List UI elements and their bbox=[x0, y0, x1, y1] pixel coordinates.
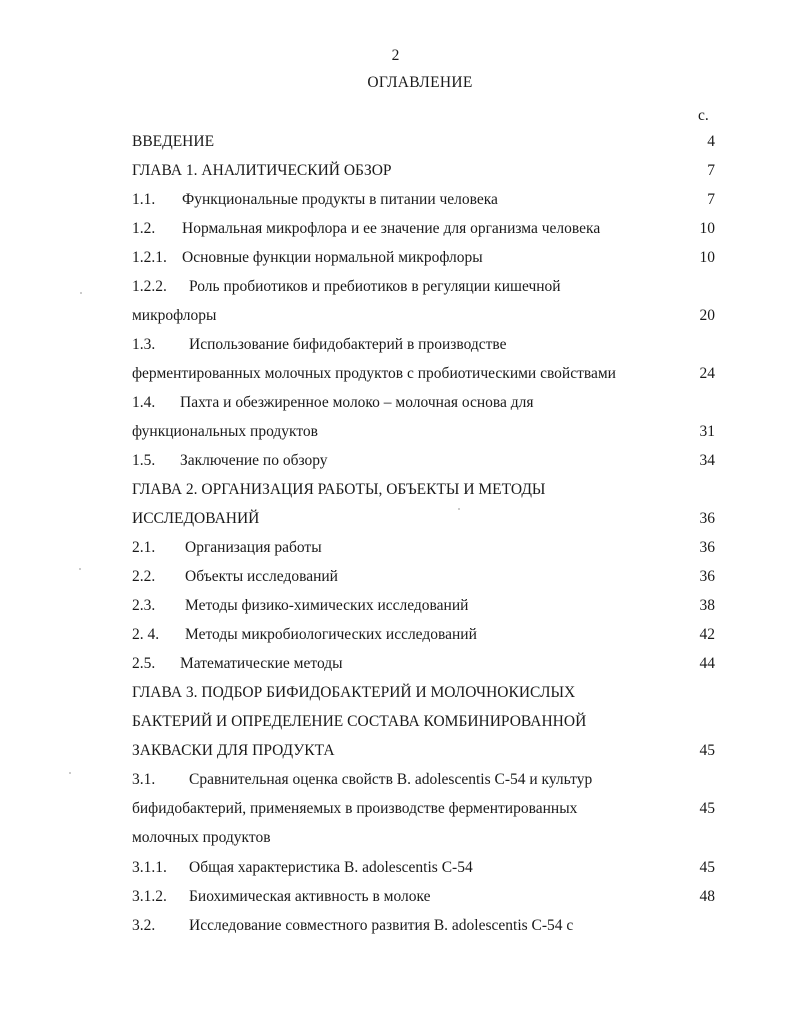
toc-entry-text: ВВЕДЕНИЕ bbox=[132, 133, 215, 150]
toc-entry bbox=[132, 568, 338, 586]
toc-entry-number: 1.1. bbox=[132, 191, 156, 208]
toc-entry-text: Математические методы bbox=[180, 655, 343, 672]
toc-entry bbox=[132, 800, 577, 818]
toc-entry-page: 45 bbox=[699, 800, 715, 817]
toc-entry bbox=[132, 888, 431, 906]
toc-entry-number: 3.1. bbox=[132, 771, 156, 788]
toc-entry bbox=[132, 220, 600, 238]
toc-entry-page: 34 bbox=[699, 452, 715, 469]
toc-entry-number: 3.2. bbox=[132, 917, 156, 934]
toc-entry bbox=[132, 684, 575, 702]
toc-entry-number: 1.5. bbox=[132, 452, 156, 469]
scan-speck bbox=[458, 508, 460, 510]
toc-entry bbox=[132, 626, 477, 644]
toc-entry-text: Пахта и обезжиренное молоко – молочная основа для bbox=[180, 394, 534, 411]
toc-entry-page: 24 bbox=[699, 365, 715, 382]
toc-entry bbox=[132, 423, 318, 441]
toc-entry bbox=[132, 336, 507, 354]
toc-entry-number: 2. 4. bbox=[132, 626, 160, 643]
toc-entry bbox=[132, 597, 468, 615]
toc-entry bbox=[132, 133, 214, 151]
toc-entry bbox=[132, 278, 561, 296]
toc-entry-text: Исследование совместного развития B. adolescentis С-54 с bbox=[189, 917, 574, 934]
toc-entry bbox=[132, 510, 259, 528]
toc-entry bbox=[132, 191, 498, 209]
toc-entry-text: Функциональные продукты в питании человека bbox=[182, 191, 498, 208]
toc-entry-text: ИССЛЕДОВАНИЙ bbox=[132, 510, 260, 527]
toc-entry-page: 7 bbox=[707, 162, 715, 179]
toc-entry-number: 2.2. bbox=[132, 568, 156, 585]
toc-entry bbox=[132, 742, 335, 760]
toc-entry-text: Нормальная микрофлора и ее значение для организма человека bbox=[182, 220, 601, 237]
toc-entry bbox=[132, 713, 586, 731]
toc-entry bbox=[132, 829, 271, 847]
toc-entry-page: 42 bbox=[699, 626, 715, 643]
toc-entry-number: 2.3. bbox=[132, 597, 156, 614]
toc-entry-text: Методы физико-химических исследований bbox=[185, 597, 469, 614]
toc-entry-text: Основные функции нормальной микрофлоры bbox=[182, 249, 483, 266]
toc-entry-text: Роль пробиотиков и пребиотиков в регуляции кишечной bbox=[189, 278, 561, 295]
toc-entry-page: 45 bbox=[699, 859, 715, 876]
toc-entry-page: 48 bbox=[699, 888, 715, 905]
toc-entry bbox=[132, 859, 473, 877]
toc-entry-page: 45 bbox=[699, 742, 715, 759]
toc-entry-number: 1.4. bbox=[132, 394, 156, 411]
toc-entry-number: 1.2.1. bbox=[132, 249, 167, 266]
toc-entry-page: 36 bbox=[699, 539, 715, 556]
toc-entry-text: микрофлоры bbox=[132, 307, 217, 324]
scan-speck bbox=[80, 292, 82, 294]
toc-entry-text: Методы микробиологических исследований bbox=[185, 626, 477, 643]
toc-entry-page: 7 bbox=[707, 191, 715, 208]
toc-entry bbox=[132, 249, 483, 267]
toc-entry-number: 1.3. bbox=[132, 336, 156, 353]
toc-entry bbox=[132, 481, 545, 499]
toc-entry-text: ферментированных молочных продуктов с пробиотическими свойствами bbox=[132, 365, 616, 382]
scan-speck bbox=[69, 772, 71, 774]
toc-entry-text: ГЛАВА 3. ПОДБОР БИФИДОБАКТЕРИЙ И МОЛОЧНОКИСЛЫХ bbox=[132, 684, 576, 701]
toc-entry-page: 44 bbox=[699, 655, 715, 672]
toc-entry-text: Сравнительная оценка свойств B. adolescentis С-54 и культур bbox=[189, 771, 593, 788]
toc-entry-page: 10 bbox=[699, 249, 715, 266]
toc-entry-page: 4 bbox=[707, 133, 715, 150]
page-number: 2 bbox=[391, 47, 400, 64]
page-title: ОГЛАВЛЕНИЕ bbox=[367, 74, 473, 91]
toc-entry bbox=[132, 655, 343, 673]
toc-entry bbox=[132, 365, 616, 383]
toc-entry-number: 3.1.2. bbox=[132, 888, 167, 905]
toc-entry-text: Общая характеристика B. adolescentis С-54 bbox=[189, 859, 473, 876]
toc-entry-text: молочных продуктов bbox=[132, 829, 271, 846]
toc-entry-page: 10 bbox=[699, 220, 715, 237]
toc-entry-text: Биохимическая активность в молоке bbox=[189, 888, 431, 905]
toc-entry bbox=[132, 452, 328, 470]
toc-entry-text: функциональных продуктов bbox=[132, 423, 318, 440]
toc-entry-number: 3.1.1. bbox=[132, 859, 167, 876]
toc-entry bbox=[132, 394, 534, 412]
toc-entry-page: 38 bbox=[699, 597, 715, 614]
toc-entry bbox=[132, 307, 216, 325]
toc-entry-page: 36 bbox=[699, 568, 715, 585]
toc-entry-page: 36 bbox=[699, 510, 715, 527]
toc-entry-number: 1.2.2. bbox=[132, 278, 167, 295]
toc-entry-text: Организация работы bbox=[185, 539, 322, 556]
toc-entry-page: 31 bbox=[699, 423, 715, 440]
toc-entry-text: ГЛАВА 2. ОРГАНИЗАЦИЯ РАБОТЫ, ОБЪЕКТЫ И МЕТОДЫ bbox=[132, 481, 546, 498]
toc-entry bbox=[132, 771, 592, 789]
toc-entry-number: 1.2. bbox=[132, 220, 156, 237]
toc-entry-page: 20 bbox=[699, 307, 715, 324]
toc-entry-text: Использование бифидобактерий в производстве bbox=[189, 336, 507, 353]
toc-entry-text: ЗАКВАСКИ ДЛЯ ПРОДУКТА bbox=[132, 742, 335, 759]
toc-entry-number: 2.5. bbox=[132, 655, 156, 672]
toc-entry-text: бифидобактерий, применяемых в производстве ферментированных bbox=[132, 800, 578, 817]
toc-entry bbox=[132, 917, 573, 935]
toc-entry bbox=[132, 162, 392, 180]
toc-entry bbox=[132, 539, 322, 557]
toc-entry-text: Объекты исследований bbox=[185, 568, 338, 585]
toc-entry-text: ГЛАВА 1. АНАЛИТИЧЕСКИЙ ОБЗОР bbox=[132, 162, 392, 179]
page-column-label: с. bbox=[698, 107, 709, 124]
toc-entry-text: БАКТЕРИЙ И ОПРЕДЕЛЕНИЕ СОСТАВА КОМБИНИРОВАННОЙ bbox=[132, 713, 587, 730]
toc-entry-number: 2.1. bbox=[132, 539, 156, 556]
scan-speck bbox=[79, 568, 81, 570]
toc-entry-text: Заключение по обзору bbox=[180, 452, 328, 469]
